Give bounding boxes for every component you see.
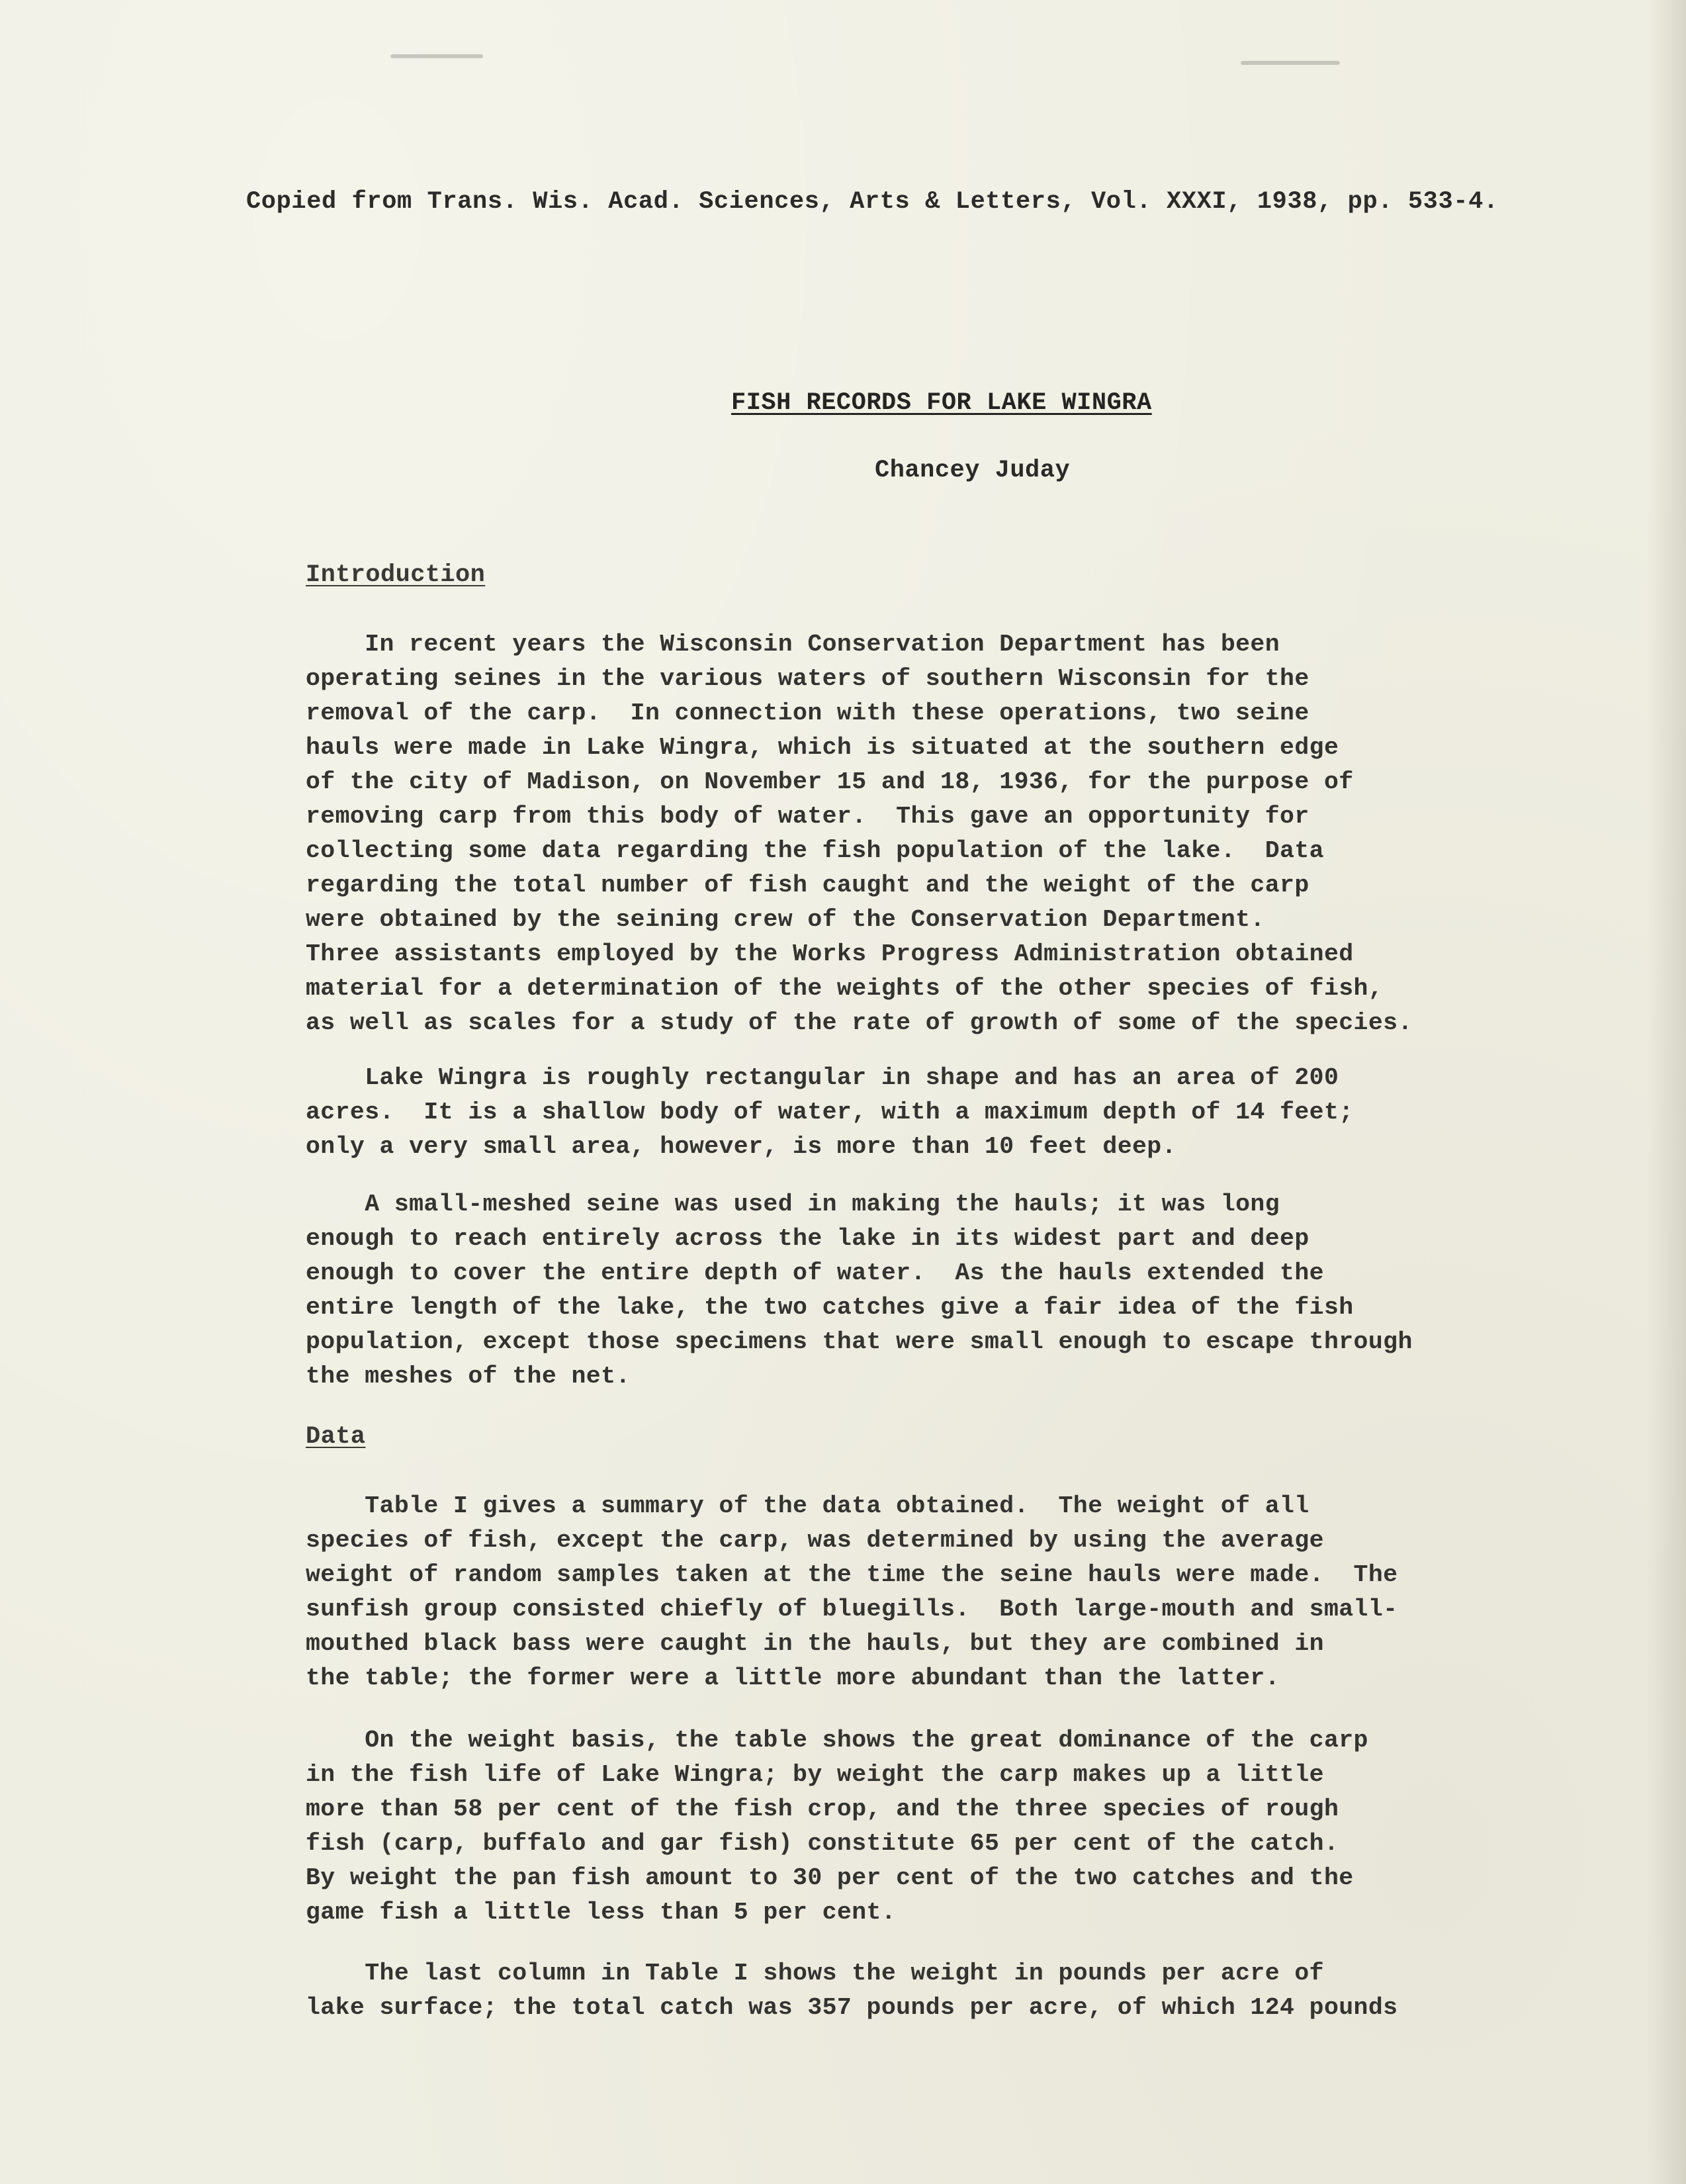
text-line: entire length of the lake, the two catches give a fair idea of the fish [306, 1294, 1354, 1321]
text-line: regarding the total number of fish caught and the weight of the carp [306, 872, 1309, 899]
text-line: acres. It is a shallow body of water, with a maximum depth of 14 feet; [306, 1099, 1354, 1126]
text-line: weight of random samples taken at the time the seine hauls were made. The [306, 1561, 1398, 1588]
text-line: game fish a little less than 5 per cent. [306, 1899, 897, 1926]
article-author: Chancey Juday [875, 457, 1071, 484]
text-line: On the weight basis, the table shows the great dominance of the carp [306, 1727, 1368, 1754]
section-heading-data: Data [306, 1423, 366, 1451]
text-line: in the fish life of Lake Wingra; by weight the carp makes up a little [306, 1761, 1324, 1788]
paper-mark [1241, 61, 1340, 65]
text-line: population, except those specimens that were small enough to escape through [306, 1328, 1413, 1355]
text-line: Three assistants employed by the Works Progress Administration obtained [306, 940, 1354, 968]
text-line: lake surface; the total catch was 357 pounds per acre, of which 124 pounds [306, 1994, 1398, 2021]
text-line: The last column in Table I shows the weight in pounds per acre of [306, 1960, 1324, 1987]
text-line: A small-meshed seine was used in making the hauls; it was long [306, 1191, 1280, 1218]
text-line: sunfish group consisted chiefly of bluegills. Both large-mouth and small- [306, 1596, 1398, 1623]
section-heading-introduction: Introduction [306, 561, 486, 589]
article-title: FISH RECORDS FOR LAKE WINGRA [731, 389, 1152, 417]
text-line: mouthed black bass were caught in the hauls, but they are combined in [306, 1630, 1324, 1657]
text-line: of the city of Madison, on November 15 and 18, 1936, for the purpose of [306, 768, 1354, 796]
text-line: material for a determination of the weights of the other species of fish, [306, 975, 1384, 1002]
text-line: By weight the pan fish amount to 30 per cent of the two catches and the [306, 1864, 1354, 1891]
text-line: the table; the former were a little more abundant than the latter. [306, 1664, 1280, 1692]
text-line: removing carp from this body of water. This gave an opportunity for [306, 803, 1309, 830]
text-line: hauls were made in Lake Wingra, which is situated at the southern edge [306, 734, 1339, 761]
text-line: species of fish, except the carp, was determined by using the average [306, 1527, 1324, 1554]
text-line: were obtained by the seining crew of the Conservation Department. [306, 906, 1265, 933]
text-line: operating seines in the various waters of southern Wisconsin for the [306, 665, 1309, 692]
text-line: fish (carp, buffalo and gar fish) constitute 65 per cent of the catch. [306, 1830, 1339, 1857]
text-line: Lake Wingra is roughly rectangular in shape and has an area of 200 [306, 1064, 1339, 1091]
text-line: removal of the carp. In connection with these operations, two seine [306, 700, 1309, 727]
text-line: collecting some data regarding the fish population of the lake. Data [306, 837, 1324, 864]
text-line: more than 58 per cent of the fish crop, and the three species of rough [306, 1796, 1339, 1823]
text-line: enough to cover the entire depth of water. As the hauls extended the [306, 1259, 1324, 1287]
text-line: as well as scales for a study of the rate of growth of some of the species. [306, 1009, 1413, 1036]
text-line: In recent years the Wisconsin Conservation Department has been [306, 631, 1280, 658]
paper-edge-shadow [1646, 0, 1686, 2184]
text-line: only a very small area, however, is more than 10 feet deep. [306, 1133, 1176, 1160]
source-citation: Copied from Trans. Wis. Acad. Sciences, Arts & Letters, Vol. XXXI, 1938, pp. 533-4. [246, 188, 1499, 216]
text-line: Table I gives a summary of the data obtained. The weight of all [306, 1492, 1309, 1520]
text-line: enough to reach entirely across the lake in its widest part and deep [306, 1225, 1309, 1252]
text-line: the meshes of the net. [306, 1363, 631, 1390]
paper-mark [390, 54, 483, 58]
